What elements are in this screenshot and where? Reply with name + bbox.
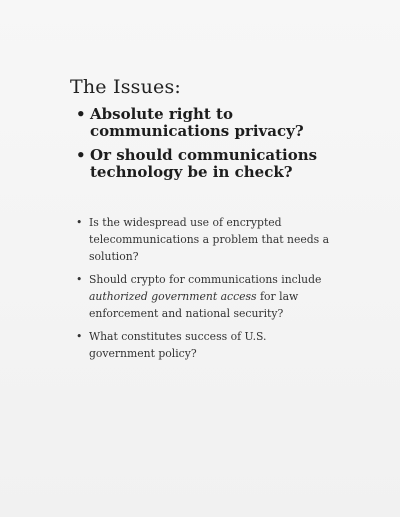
major-issue-text: Absolute right to communications privacy?: [90, 105, 304, 140]
page-title: The Issues:: [70, 76, 182, 98]
policy-question-text: Is the widespread use of encrypted telecommunications a problem that needs a solution?: [89, 216, 330, 263]
policy-question-suffix: for law enforcement and national security?: [89, 290, 299, 320]
policy-question-text: What constitutes success of U.S. government policy?: [89, 330, 267, 360]
bullet-icon: •: [76, 216, 83, 229]
policy-question-item: [76, 328, 331, 362]
bullet-icon: •: [76, 105, 86, 123]
policy-question-item: [76, 214, 331, 265]
major-issue-item: [76, 106, 346, 140]
policy-question-emphasis: authorized government access: [89, 290, 257, 303]
bullet-icon: •: [76, 146, 86, 164]
policy-question-prefix: Should crypto for communications include: [89, 273, 322, 286]
policy-questions-list: [76, 214, 331, 368]
major-issue-text: Or should communications technology be in check?: [90, 146, 318, 181]
policy-question-item: [76, 271, 331, 322]
major-issues-list: [76, 106, 346, 188]
major-issue-item: [76, 147, 346, 181]
bullet-icon: •: [76, 273, 83, 286]
bullet-icon: •: [76, 330, 83, 343]
